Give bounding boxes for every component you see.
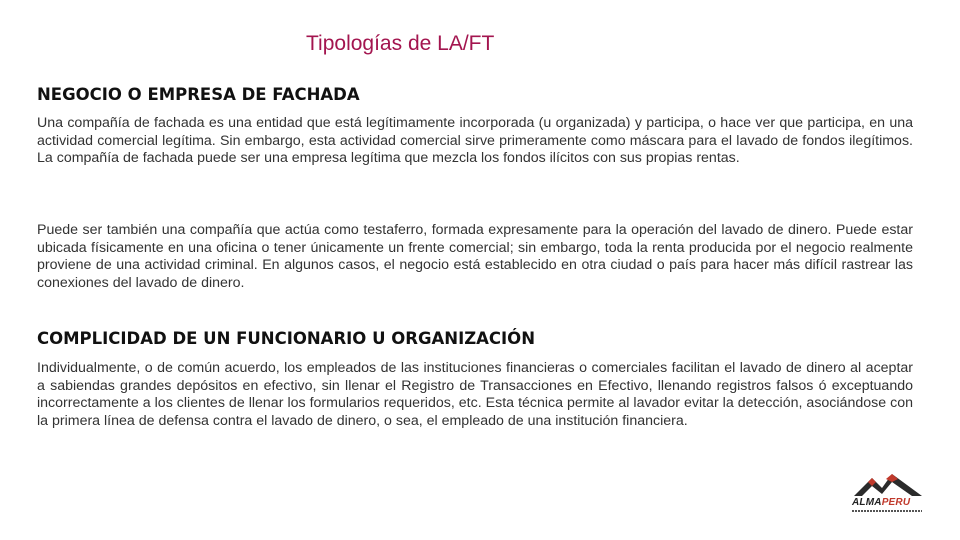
section-heading-complicidad: COMPLICIDAD DE UN FUNCIONARIO U ORGANIZACIÓN	[37, 329, 536, 348]
logo-text-part1: ALMA	[852, 497, 882, 508]
paragraph-complicidad-1: Individualmente, o de común acuerdo, los empleados de las instituciones financieras o comerciales facilitan el lavado de dinero al aceptar a sabiendas grandes depósitos en efectivo, sin llenar el Registro de Transacciones en Efectivo, llenando registros falsos ó exceptuando incorrectamente a los clientes de llenar los formularios requeridos, etc. Esta técnica permite al lavador evitar la detección, asociándose con la primera línea de defensa contra el lavado de dinero, o sea, el empleado de una institución financiera.	[37, 360, 913, 429]
slide-title: Tipologías de LA/FT	[306, 32, 495, 55]
paragraph-fachada-1: Una compañía de fachada es una entidad que está legítimamente incorporada (u organizada) y participa, o hace ver que participa, en una actividad comercial legítima. Sin embargo, esta actividad comercial sirve primeramente como máscara para el lavado de fondos ilegítimos. La compañía de fachada puede ser una empresa legítima que mezcla los fondos ilícitos con sus propias rentas.	[37, 115, 913, 166]
logo-text-part2: PERU	[881, 497, 911, 508]
company-logo	[848, 470, 928, 516]
logo-text	[852, 497, 910, 508]
paragraph-fachada-2: Puede ser también una compañía que actúa como testaferro, formada expresamente para la operación del lavado de dinero. Puede estar ubicada físicamente en una oficina o tener únicamente un frente comercial; sin embargo, toda la renta producida por el negocio realmente proviene de una actividad criminal. En algunos casos, el negocio está establecido en otra ciudad o país para hacer más difícil rastrear las conexiones del lavado de dinero.	[37, 222, 913, 291]
mountain-icon	[848, 470, 928, 500]
logo-tagline-line	[852, 510, 922, 512]
section-heading-fachada: NEGOCIO O EMPRESA DE FACHADA	[37, 85, 360, 104]
